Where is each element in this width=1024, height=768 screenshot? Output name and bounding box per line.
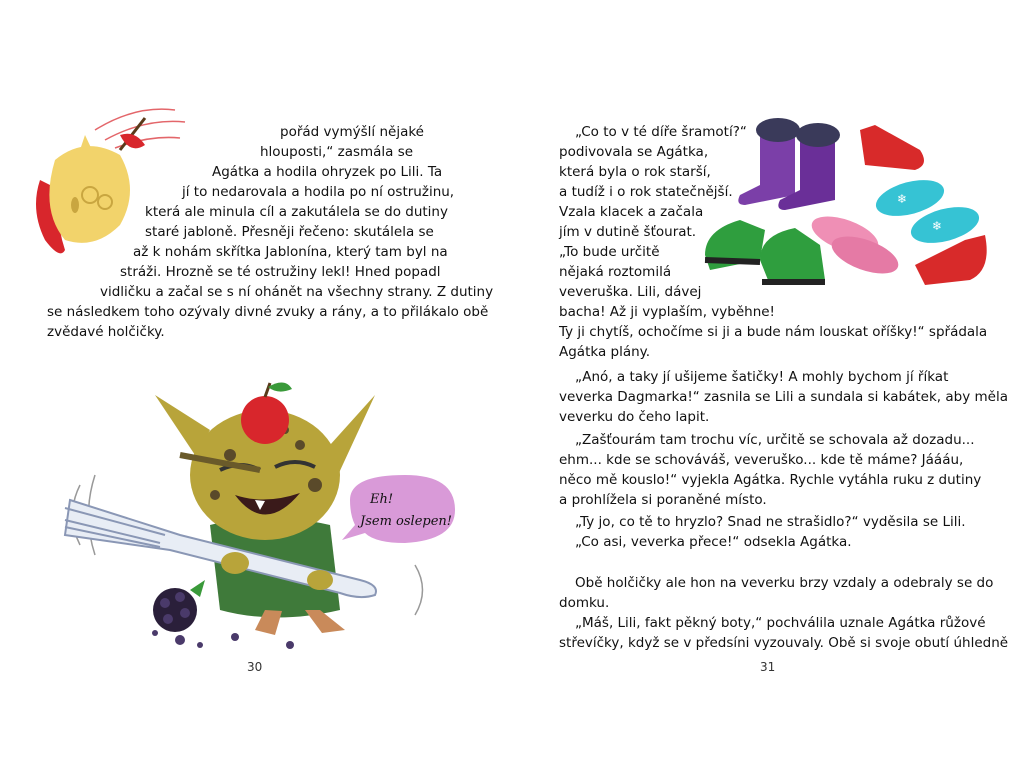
- green-sneakers-icon: [705, 220, 825, 285]
- text-line: „Máš, Lili, fakt pěkný boty,“ pochválila uznale Agátka růžové: [575, 615, 986, 631]
- text-line: Ty ji chytíš, ochočíme si ji a bude nám louskat oříšky!“ spřádala: [559, 324, 988, 340]
- page-number: 31: [760, 660, 776, 674]
- text-line: „Zašťourám tam trochu víc, určitě se schovala až dozadu...: [575, 432, 975, 448]
- text-line: podivovala se Agátka,: [559, 144, 709, 160]
- text-line: která byla o rok starší,: [559, 164, 711, 180]
- speech-bubble-line: Jsem oslepen!: [360, 514, 452, 529]
- text-line: pořád vymýšlí nějaké: [280, 124, 424, 140]
- purple-boots-icon: [738, 118, 840, 210]
- text-line: stráži. Hrozně se té ostružiny lekl! Hned popadl: [120, 264, 441, 280]
- text-line: Vzala klacek a začala: [559, 204, 704, 220]
- text-line: domku.: [559, 595, 610, 611]
- text-line: „Co asi, veverka přece!“ odsekla Agátka.: [575, 534, 852, 550]
- text-line: něco mě kouslo!“ vyjekla Agátka. Rychle vytáhla ruku z dutiny: [559, 472, 982, 488]
- text-line: „Co to v té díře šramotí?“: [575, 124, 747, 140]
- text-line: bacha! Až ji vyplaším, vyběhne!: [559, 304, 775, 320]
- speech-bubble-line: Eh!: [370, 492, 394, 507]
- text-line: až k nohám skřítka Jablonína, který tam byl na: [133, 244, 448, 260]
- text-line: se následkem toho ozývaly divné zvuky a rány, a to přilákalo obě: [47, 304, 489, 320]
- red-slipper-icon: [860, 125, 924, 170]
- text-line: vidličku a začal se s ní ohánět na všechny strany. Z dutiny: [100, 284, 494, 300]
- text-line: která ale minula cíl a zakutálela se do dutiny: [145, 204, 448, 220]
- text-line: a tudíž i o rok statečnější.: [559, 184, 733, 200]
- text-line: veveruška. Lili, dávej: [559, 284, 702, 300]
- text-line: ehm... kde se schováváš, veveruško... kde tě máme? Jáááu,: [559, 452, 964, 468]
- text-line: veverka Dagmarka!“ zasnila se Lili a sundala si kabátek, aby měla: [559, 389, 1008, 405]
- text-line: střevíčky, když se v předsíni vyzouvaly. Obě si svoje obutí úhledně: [559, 635, 1009, 651]
- text-line: a prohlížela si poraněné místo.: [559, 492, 767, 508]
- text-line: „To bude určitě: [559, 244, 660, 260]
- text-line: jí to nedarovala a hodila po ní ostružinu,: [182, 184, 455, 200]
- goblin-with-fork-illustration: [60, 375, 460, 660]
- svg-text:❄: ❄: [897, 192, 908, 206]
- text-line: jím v dutině šťourat.: [559, 224, 697, 240]
- text-line: „Anó, a taky jí ušijeme šatičky! A mohly bychom jí říkat: [575, 369, 949, 385]
- text-line: Agátka plány.: [559, 344, 651, 360]
- text-line: veverku do čeho lapit.: [559, 409, 710, 425]
- text-line: „Ty jo, co tě to hryzlo? Snad ne strašidlo?“ vyděsila se Lili.: [575, 514, 966, 530]
- text-line: hlouposti,“ zasmála se: [260, 144, 414, 160]
- svg-text:❄: ❄: [932, 219, 943, 233]
- text-line: nějaká roztomilá: [559, 264, 672, 280]
- text-line: Agátka a hodila ohryzek po Lili. Ta: [212, 164, 443, 180]
- text-line: Obě holčičky ale hon na veverku brzy vzdaly a odebraly se do: [575, 575, 994, 591]
- blackberry-icon: [153, 580, 205, 632]
- cyan-slippers-icon: [872, 173, 983, 249]
- page-number: 30: [247, 660, 263, 674]
- text-line: staré jabloně. Přesněji řečeno: skutálela se: [145, 224, 434, 240]
- text-line: zvědavé holčičky.: [47, 324, 165, 340]
